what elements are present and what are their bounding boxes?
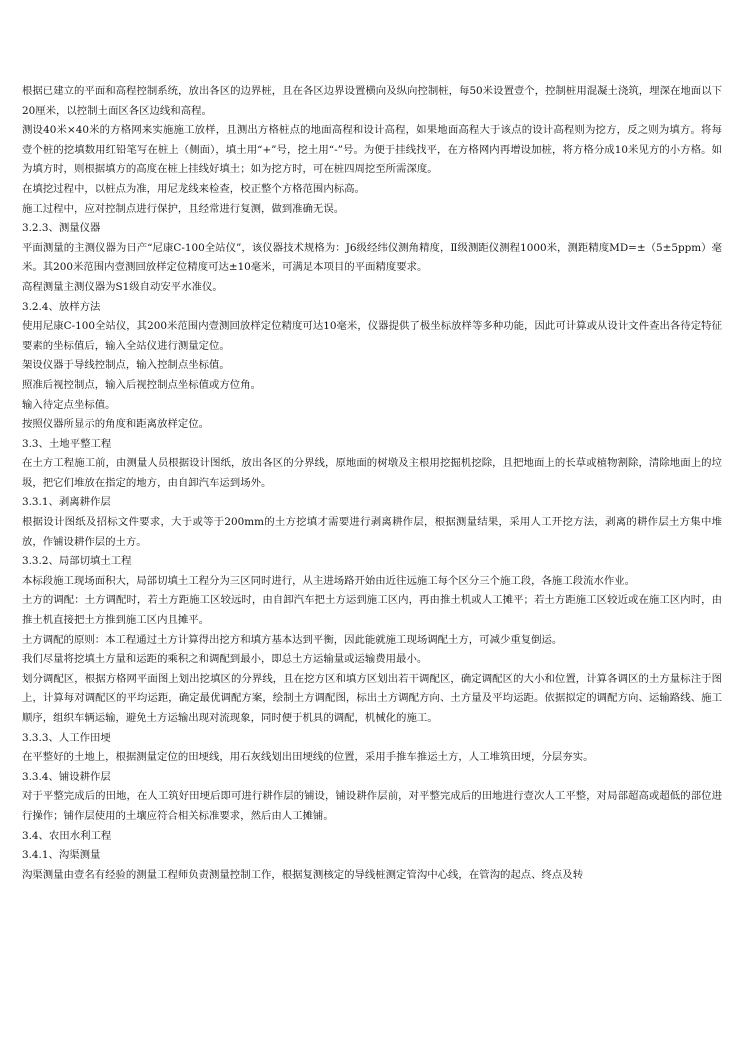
section-heading: 3.3.4、铺设耕作层 [22, 770, 111, 783]
section-heading: 3.2.4、放样方法 [22, 300, 101, 313]
paragraph: 本标段施工现场面积大，局部切填土工程分为三区同时进行，从主进场路开始由近往远施工每个区分三个施工段，各施工段流水作业。 [22, 574, 636, 587]
paragraph: 土方调配的原则：本工程通过土方计算得出挖方和填方基本达到平衡，因此能就施工现场调配土方，可减少重复倒运。 [22, 633, 563, 646]
section-heading: 3.4.1、沟渠测量 [22, 849, 101, 862]
section-heading: 3.2.3、测量仪器 [22, 222, 101, 235]
paragraph: 测设40米×40米的方格网来实施施工放样，且测出方格桩点的地面高程和设计高程，如果地面高程大于该点的设计高程则为挖方，反之则为填方。将每壹个桩的挖填数用红铅笔写在桩上（侧面），填土用“+”号，挖土用“-”号。为便于挂线找平，在方格网内再增设加桩，将方格分成10米见方的小方格。如为填方时，则根据填方的高度在桩上挂线好填土；如为挖方时，可在桩四周挖至所需深度。 [22, 124, 722, 176]
paragraph: 高程测量主测仪器为S1级自动安平水准仪。 [22, 280, 223, 293]
paragraph: 在平整好的土地上，根据测量定位的田埂线，用石灰线划出田埂线的位置，采用手推车推运土方，人工堆筑田埂，分层夯实。 [22, 751, 594, 764]
paragraph: 输入待定点坐标值。 [22, 398, 116, 411]
paragraph: 使用尼康C-100全站仪，其200米范围内壹测回放样定位精度可达10毫米，仪器提供了极坐标放样等多种功能，因此可计算或从设计文件查出各待定特征要素的坐标值后，输入全站仪进行测量定位。 [22, 320, 722, 352]
paragraph: 在填挖过程中，以桩点为准，用尼龙线来检查，校正整个方格范围内标高。 [22, 182, 365, 195]
paragraph: 照准后视控制点，输入后视控制点坐标值或方位角。 [22, 378, 261, 391]
paragraph: 对于平整完成后的田地，在人工筑好田埂后即可进行耕作层的铺设，铺设耕作层前，对平整完成后的田地进行壹次人工平整，对局部超高或超低的部位进行操作；铺作层使用的土壤应符合相关标准要求，然后由人工摊铺。 [22, 790, 722, 822]
paragraph: 平面测量的主测仪器为日产“尼康C-100全站仪”，该仪器技术规格为：J6级经纬仪测角精度，Ⅱ级测距仪测程1000米，测距精度MD=±（5±5ppm）毫米。其200米范围内壹测回放样定位精度可达±10毫米，可满足本项目的平面精度要求。 [22, 241, 722, 274]
section-heading: 3.3.2、局部切填土工程 [22, 555, 132, 568]
section-heading: 3.4、农田水利工程 [22, 829, 112, 842]
section-heading: 3.3.3、人工作田埂 [22, 731, 111, 744]
paragraph: 沟渠测量由壹名有经验的测量工程师负责测量控制工作，根据复测核定的导线桩测定管沟中心线，在管沟的起点、终点及转 [22, 868, 584, 881]
paragraph: 根据设计图纸及招标文件要求，大于或等于200mm的土方挖填才需要进行剥离耕作层，根据测量结果，采用人工开挖方法，剥离的耕作层土方集中堆放，作铺设耕作层的土方。 [22, 516, 722, 548]
section-heading: 3.3、土地平整工程 [22, 437, 112, 450]
paragraph: 架设仪器于导线控制点，输入控制点坐标值。 [22, 359, 230, 372]
paragraph: 在土方工程施工前，由测量人员根据设计图纸，放出各区的分界线，原地面的树墩及主根用挖掘机挖除，且把地面上的长草或植物割除，清除地面上的垃圾，把它们堆放在指定的地方，由自卸汽车运到场外。 [22, 457, 722, 489]
paragraph: 土方的调配：土方调配时，若土方距施工区较远时，由自卸汽车把土方运到施工区内，再由推土机或人工摊平；若土方距施工区较近或在施工区内时，由推土机直接把土方推到施工区内且摊平。 [22, 594, 722, 627]
paragraph: 按照仪器所显示的角度和距离放样定位。 [22, 418, 210, 431]
paragraph: 根据已建立的平面和高程控制系统，放出各区的边界桩，且在各区边界设置横向及纵向控制桩，每50米设置壹个，控制桩用混凝土浇筑，埋深在地面以下20厘米，以控制土面区各区边线和高程。 [22, 85, 722, 117]
paragraph: 我们尽量将挖填土方量和运距的乘积之和调配到最小，即总土方运输量或运输费用最小。 [22, 653, 428, 666]
section-heading: 3.3.1、剥离耕作层 [22, 496, 111, 509]
paragraph: 施工过程中，应对控制点进行保护，且经常进行复测，做到准确无误。 [22, 202, 345, 215]
paragraph: 划分调配区，根据方格网平面图上划出挖填区的分界线，且在挖方区和填方区划出若干调配区，确定调配区的大小和位置，计算各调区的土方量标注于图上，计算每对调配区的平均运距，确定最优调配方案，绘制土方调配图，标出土方调配方向、土方量及平均运距。依据拟定的调配方向、运输路线、施工顺序，组织车辆运输，避免土方运输出现对流现象，同时便于机具的调配，机械化的施工。 [22, 672, 722, 724]
